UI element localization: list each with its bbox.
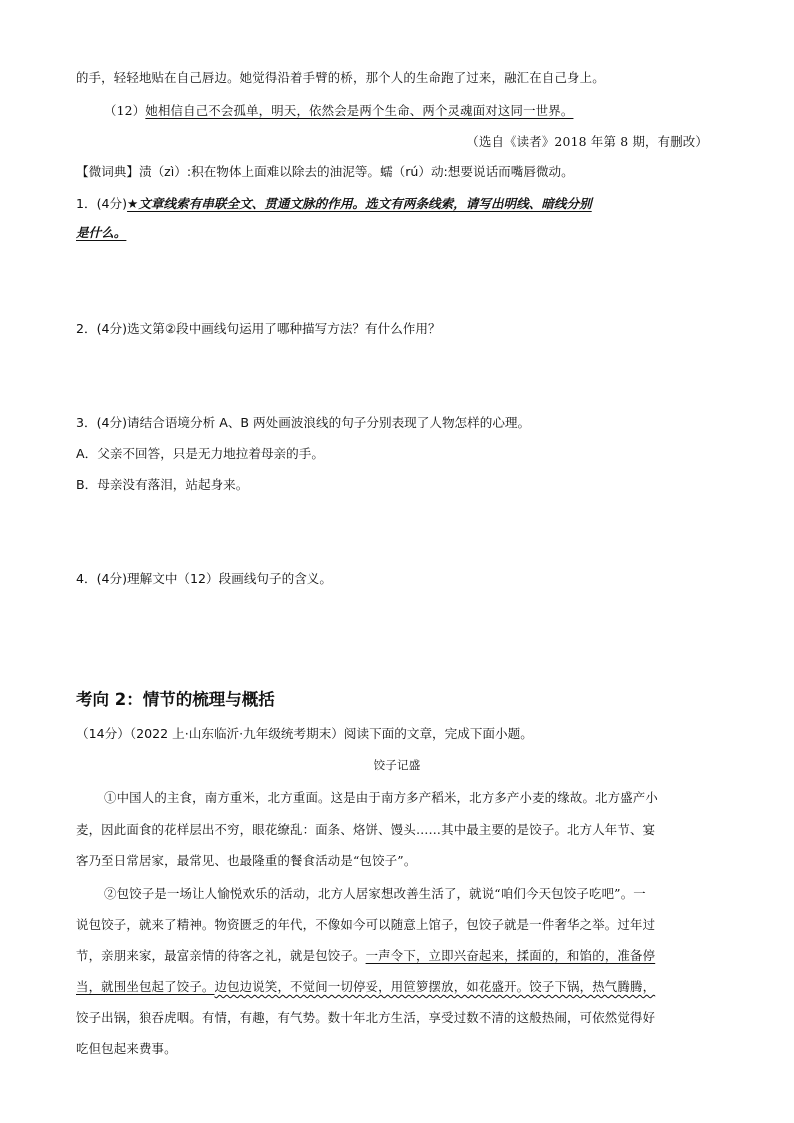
paragraph-number: （12） — [104, 103, 146, 118]
underlined-sentence: 当，就围坐包起了饺子。 — [76, 979, 215, 994]
section-heading: 考向 2：情节的梳理与概括 — [76, 690, 275, 709]
article-line — [76, 946, 655, 964]
question-1-text-cont: 是什么。 — [76, 225, 127, 240]
article-line — [76, 977, 655, 995]
option-label: A． — [76, 446, 98, 461]
question-1-text: ★文章线索有串联全文、贯通文脉的作用。选文有两条线索，请写出明线、暗线分别 — [127, 196, 592, 211]
article-line: 饺子出锅，狼吞虎咽。有情，有趣，有气势。数十年北方生活，享受过数不清的这般热闹，可依然觉得好 — [76, 1010, 656, 1025]
option-text: 母亲没有落泪，站起身来。 — [97, 477, 249, 492]
question-3: 3．(4分)请结合语境分析 A、B 两处画波浪线的句子分别表现了人物怎样的心理。 — [76, 415, 531, 430]
source-citation: （选自《读者》2018 年第 8 期，有删改） — [466, 134, 708, 149]
question-1 — [76, 193, 592, 212]
article-line: 麦，因此面食的花样层出不穷，眼花缭乱：面条、烙饼、馒头……其中最主要的是饺子。北方人年节、宴 — [76, 822, 656, 837]
glossary: 【微词典】渍（zì）:积在物体上面难以除去的油泥等。蠕（rú）动:想要说话而嘴唇微动。 — [76, 164, 574, 179]
underlined-sentence: 一声令下，立即兴奋起来，揉面的，和馅的，准备停 — [365, 948, 656, 963]
article-line: 客乃至日常居家，最常见、也最隆重的餐食活动是“包饺子”。 — [76, 853, 417, 868]
underlined-sentence: 她相信自己不会孤单，明天，依然会是两个生命、两个灵魂面对这同一世界。 — [145, 103, 574, 118]
article-line: ②包饺子是一场让人愉悦欢乐的活动，北方人居家想改善生活了，就说“咱们今天包饺子吃吧”。一 — [104, 886, 646, 901]
question-2: 2．(4分)选文第②段中画线句运用了哪种描写方法？有什么作用？ — [76, 321, 441, 336]
wavy-underlined-sentence: 边包边说笑，不觉间一切停妥，用笸箩摆放，如花盛开。饺子下锅，热气腾腾， — [214, 979, 656, 994]
question-4: 4．(4分)理解文中（12）段画线句子的含义。 — [76, 571, 332, 586]
question-3-option-a — [76, 443, 324, 462]
question-number: 1．(4分) — [76, 196, 128, 211]
option-label: B． — [76, 477, 98, 492]
article-line: ①中国人的主食，南方重米，北方重面。这是由于南方多产稻米，北方多产小麦的缘故。北方盛产小 — [104, 790, 658, 805]
section-intro: （14分）（2022 上·山东临沂·九年级统考期末）阅读下面的文章，完成下面小题。 — [76, 726, 533, 741]
paragraph-12 — [104, 101, 573, 119]
passage-line: 的手，轻轻地贴在自己唇边。她觉得沿着手臂的桥，那个人的生命跑了过来，融汇在自己身上。 — [76, 70, 605, 85]
question-3-option-b — [76, 474, 248, 493]
option-text: 父亲不回答，只是无力地拉着母亲的手。 — [97, 446, 324, 461]
article-title: 饺子记盛 — [373, 758, 421, 772]
article-line: 说包饺子，就来了精神。物资匮乏的年代，不像如今可以随意上馆子，包饺子就是一件奢华之举。过年过 — [76, 917, 656, 932]
article-line: 吃但包起来费事。 — [76, 1041, 177, 1056]
plain-text: 节，亲朋来家，最富亲情的待客之礼，就是包饺子。 — [76, 948, 366, 963]
